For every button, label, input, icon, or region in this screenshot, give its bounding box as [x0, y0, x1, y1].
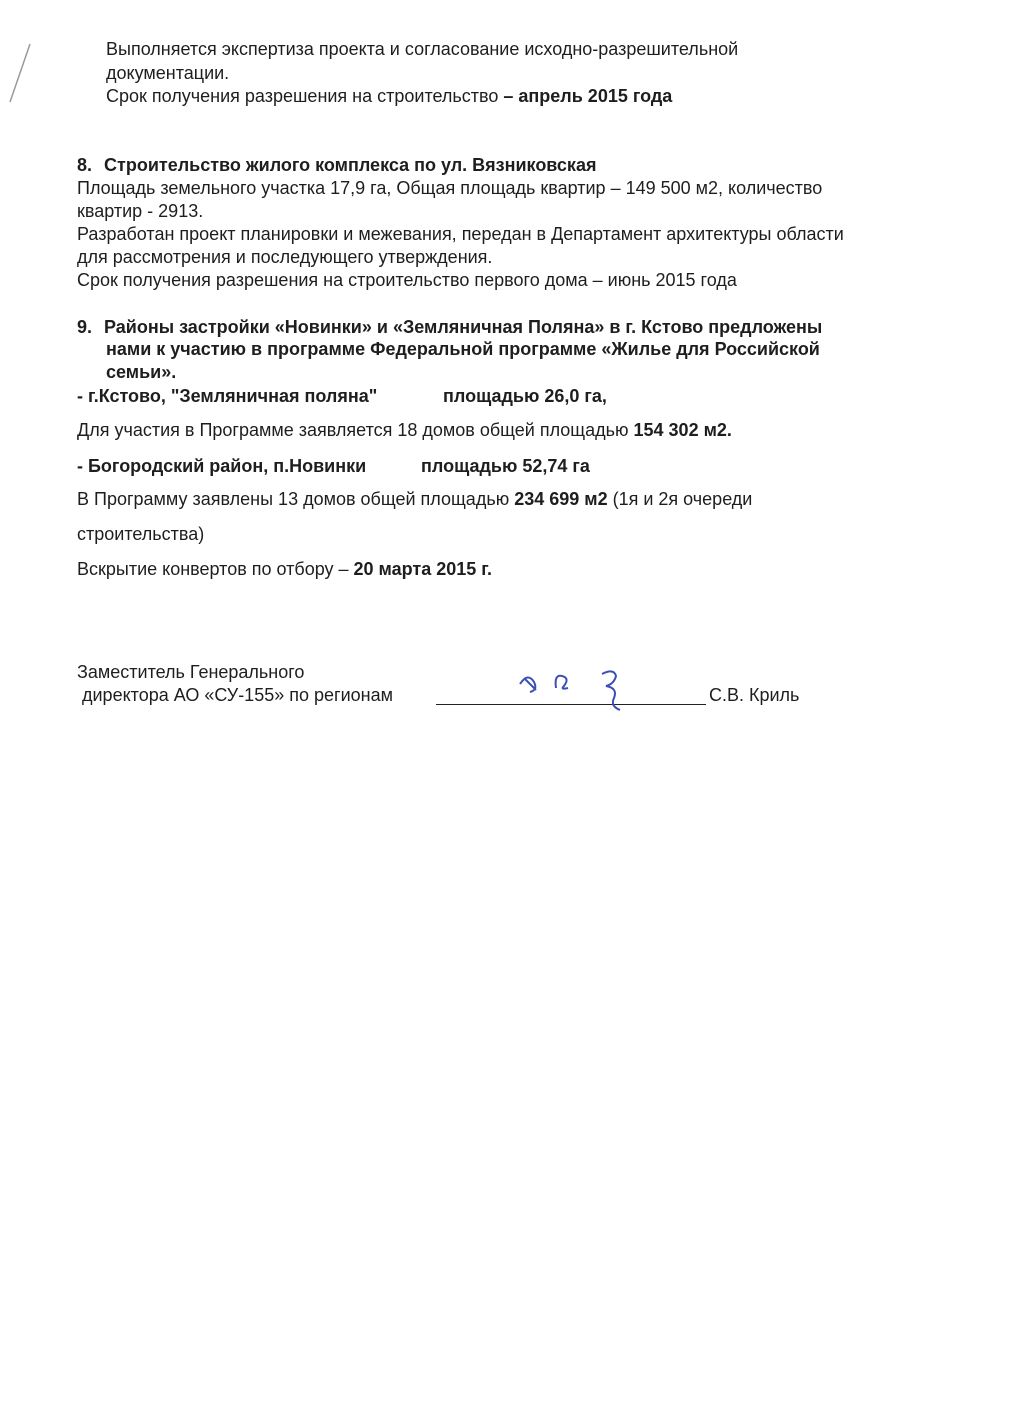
section-8-p1-line1: Площадь земельного участка 17,9 га, Общая площадь квартир – 149 500 м2, количество — [77, 178, 823, 198]
section-8-number: 8. — [77, 155, 93, 175]
area-2-label: - Богородский район, п.Новинки — [77, 456, 367, 476]
section-8-p3: Срок получения разрешения на строительство первого дома – июнь 2015 года — [77, 270, 737, 290]
opening-date-value: 20 марта 2015 г. — [353, 559, 492, 579]
scan-edge-mark — [0, 40, 40, 110]
area-1-text-prefix: Для участия в Программе заявляется 18 домов общей площадью — [77, 420, 634, 440]
area-1-total: 154 302 м2. — [633, 420, 732, 440]
area-2-text — [77, 488, 752, 510]
area-2-text-line2: строительства) — [77, 524, 205, 544]
signatory-position-line2: директора АО «СУ-155» по регионам — [82, 685, 393, 705]
section-9-title-line3: семьи». — [106, 362, 177, 382]
opening-date-label: Вскрытие конвертов по отбору – — [77, 559, 354, 579]
section-9-title-line1: Районы застройки «Новинки» и «Земляничная Поляна» в г. Кстово предложены — [104, 317, 823, 337]
signatory-position-line1: Заместитель Генерального — [77, 662, 305, 682]
section-8-p1-line2: квартир - 2913. — [77, 201, 204, 221]
area-1-text — [77, 419, 732, 441]
intro-line-2: документации. — [106, 63, 230, 83]
section-8-heading — [77, 154, 596, 176]
area-1-label: - г.Кстово, "Земляничная поляна" — [77, 386, 378, 406]
intro-deadline-value: – апрель 2015 года — [503, 86, 673, 106]
section-8-title: Строительство жилого комплекса по ул. Вязниковская — [104, 155, 597, 175]
section-9-number: 9. — [77, 317, 93, 337]
intro-deadline-label: Срок получения разрешения на строительство — [106, 86, 504, 106]
signatory-name: С.В. Криль — [709, 685, 800, 705]
area-2-total: 234 699 м2 — [514, 489, 608, 509]
area-2-size: площадью 52,74 га — [421, 456, 590, 476]
handwritten-signature — [510, 662, 650, 714]
area-1-size: площадью 26,0 га, — [443, 386, 607, 406]
intro-line-3 — [106, 85, 672, 107]
intro-line-1: Выполняется экспертиза проекта и согласование исходно-разрешительной — [106, 39, 739, 59]
area-2-text-prefix: В Программу заявлены 13 домов общей площадью — [77, 489, 515, 509]
section-9-heading — [77, 316, 822, 338]
area-2-text-suffix: (1я и 2я очереди — [607, 489, 753, 509]
section-8-p2-line1: Разработан проект планировки и межевания, передан в Департамент архитектуры области — [77, 224, 844, 244]
section-8-p2-line2: для рассмотрения и последующего утверждения. — [77, 247, 493, 267]
section-9-title-line2: нами к участию в программе Федеральной программе «Жилье для Российской — [106, 339, 820, 359]
opening-date — [77, 558, 492, 580]
